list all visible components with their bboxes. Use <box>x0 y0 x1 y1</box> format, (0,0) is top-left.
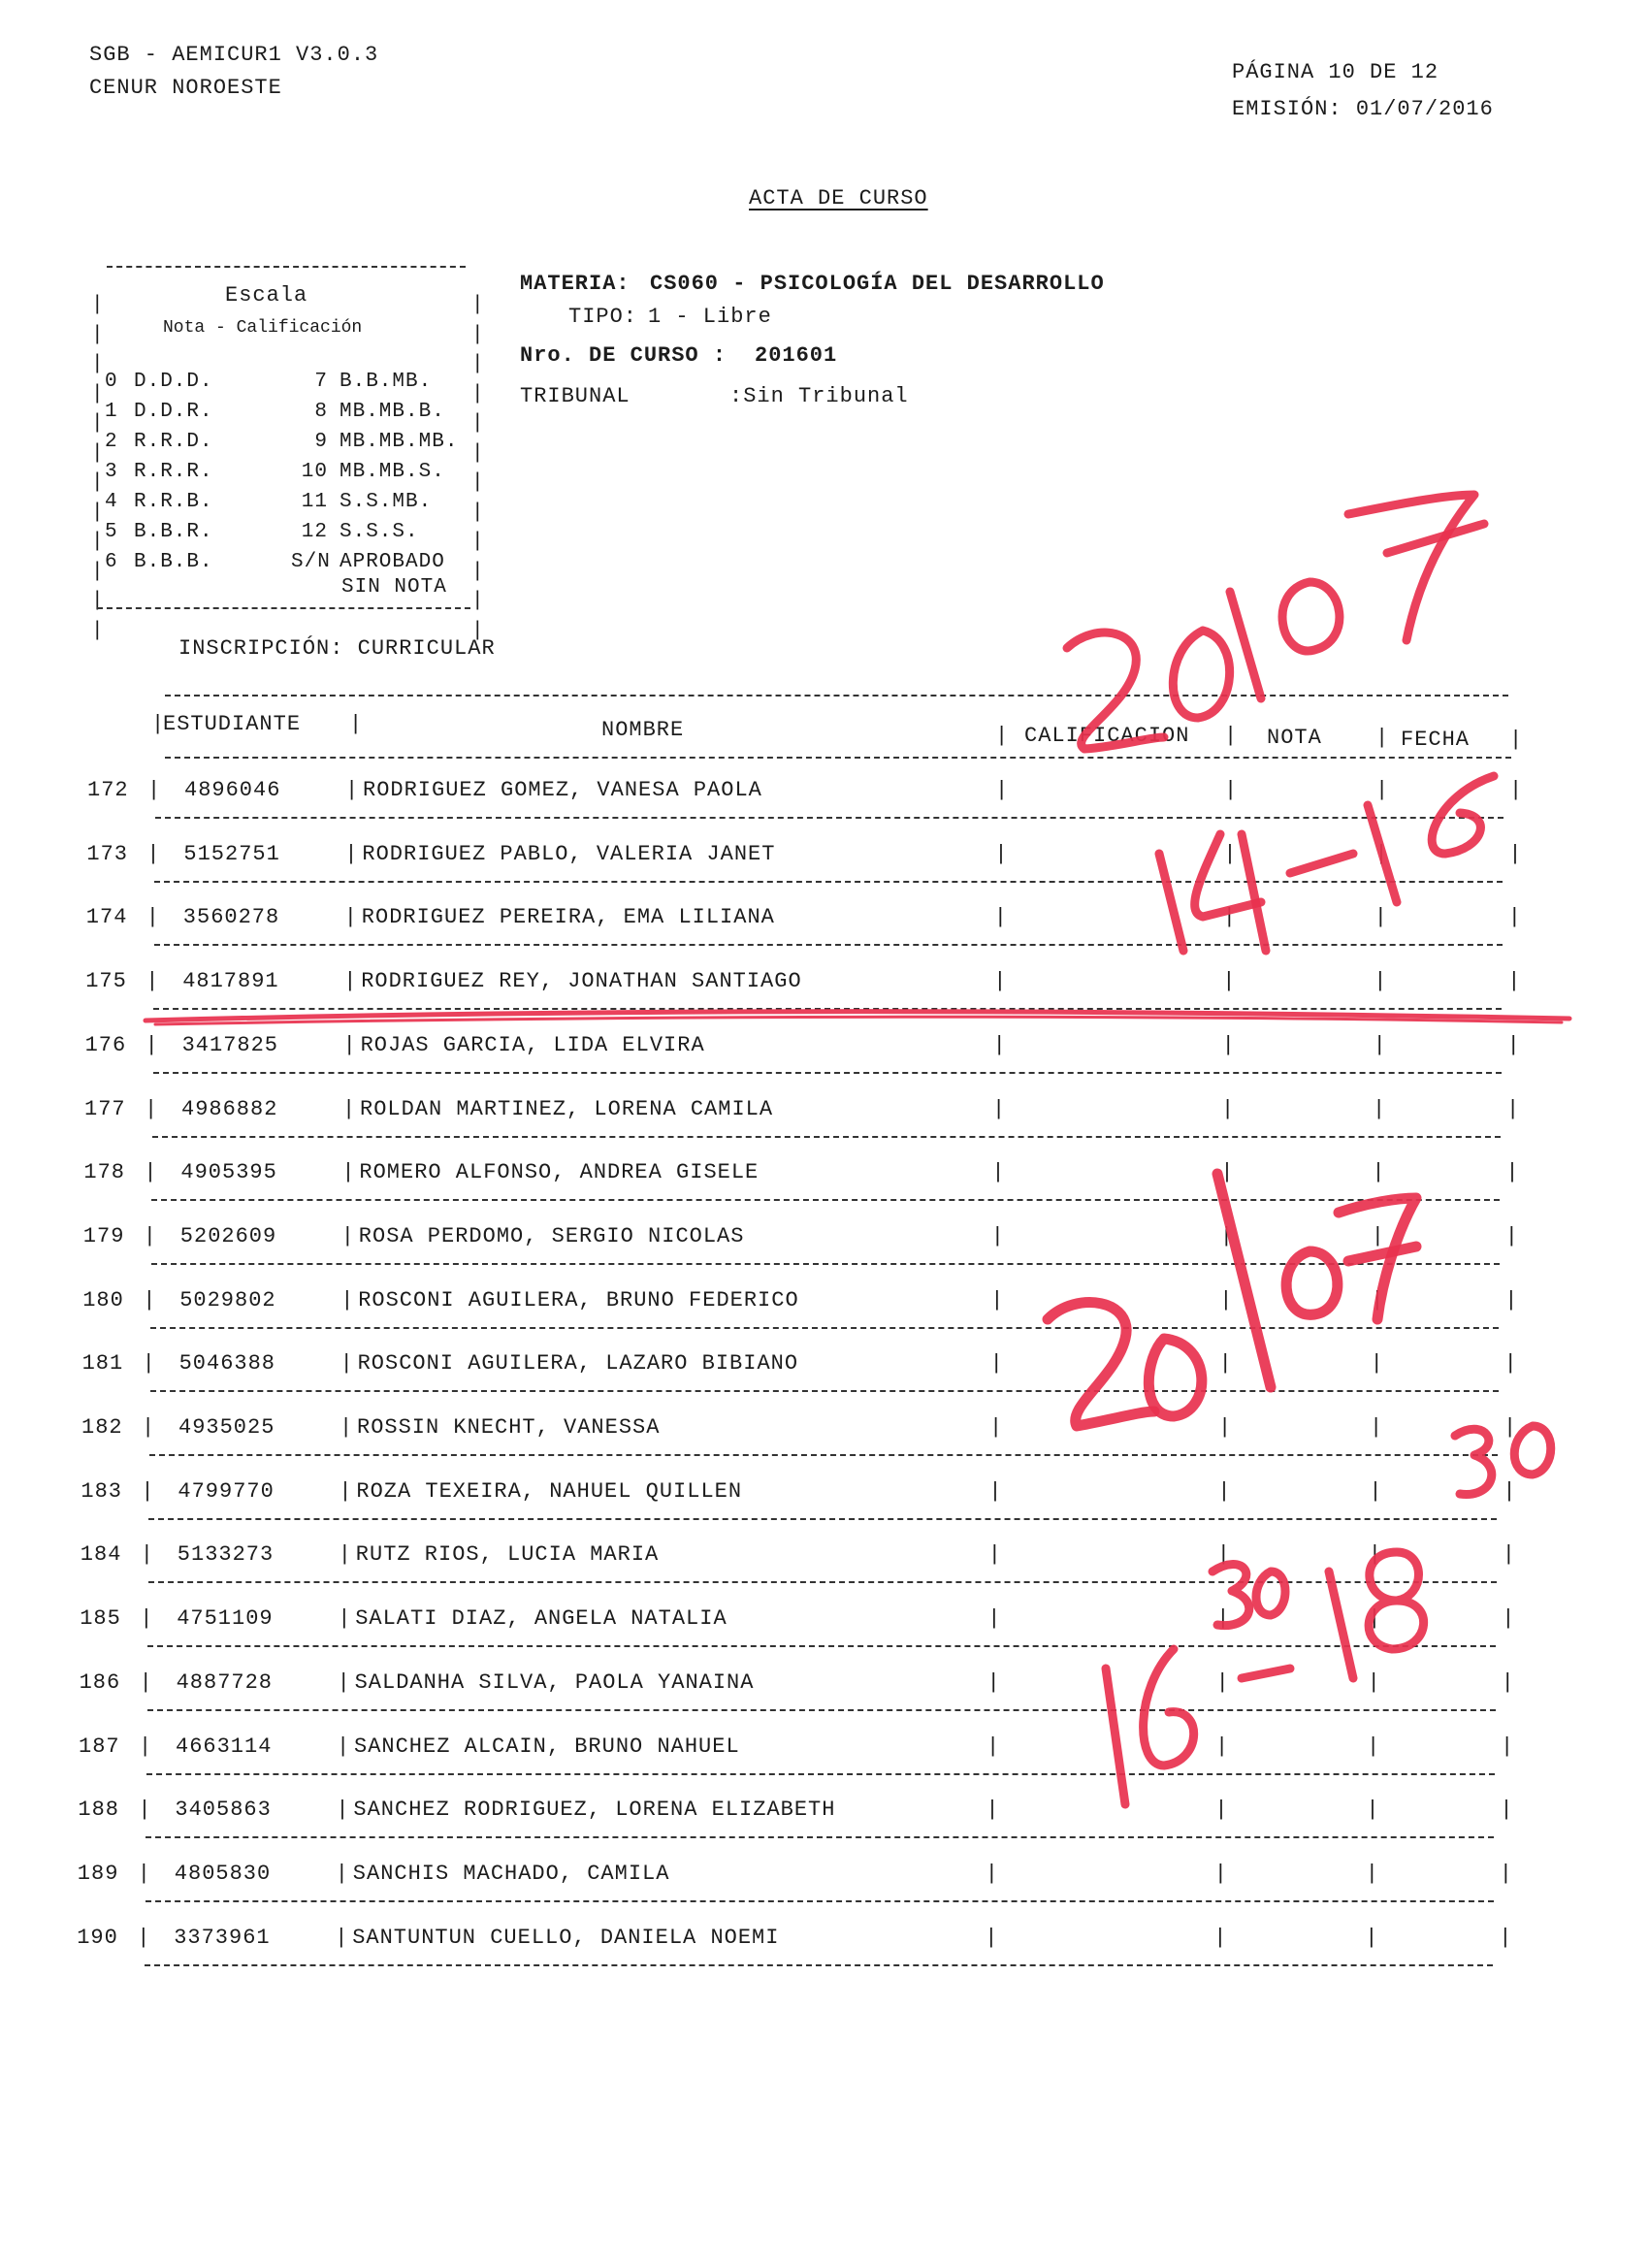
row-number: 175 <box>85 969 127 994</box>
ink-date-top <box>1067 495 1484 749</box>
student-name: ROSCONI AGUILERA, LAZARO BIBIANO <box>357 1351 799 1377</box>
scale-entry-code: D.D.D. <box>134 371 213 393</box>
student-name: ROJAS GARCIA, LIDA ELVIRA <box>360 1032 705 1057</box>
row-number: 183 <box>81 1478 122 1504</box>
center-name: CENUR NOROESTE <box>89 76 282 100</box>
student-id: 3373961 <box>174 1925 271 1950</box>
tipo-label: TIPO: <box>568 305 638 329</box>
student-name: ROMERO ALFONSO, ANDREA GISELE <box>359 1160 760 1185</box>
row-number: 184 <box>80 1542 122 1568</box>
student-id: 4986882 <box>181 1096 278 1121</box>
table-row: 190 | 3373961 | SANTUNTUN CUELLO, DANIELA NOEMI | | | | <box>0 1926 1649 1990</box>
scale-entry-right: 10 <box>301 461 328 483</box>
student-name: RODRIGUEZ PEREIRA, EMA LILIANA <box>361 905 775 930</box>
scale-entry-code2: MB.MB.MB. <box>340 431 459 453</box>
student-name: ROSA PERDOMO, SERGIO NICOLAS <box>358 1223 745 1248</box>
scale-entry-right: 8 <box>314 401 328 423</box>
table-row: 180 | 5029802 | ROSCONI AGUILERA, BRUNO FEDERICO | | | | <box>0 1288 1649 1352</box>
scale-entry-code2: S.S.MB. <box>340 491 433 513</box>
curso-label: Nro. DE CURSO : <box>520 343 728 368</box>
row-number: 180 <box>82 1287 124 1312</box>
table-row: 183 | 4799770 | ROZA TEXEIRA, NAHUEL QUILLEN | | | | <box>0 1479 1649 1543</box>
table-row: 182 | 4935025 | ROSSIN KNECHT, VANESSA | | | | <box>0 1415 1649 1479</box>
student-id: 3560278 <box>182 905 280 930</box>
student-id: 5029802 <box>179 1287 276 1312</box>
scale-entry-code2: APROBADO <box>340 551 445 573</box>
student-id: 4905395 <box>180 1160 277 1185</box>
scale-entry-left: 1 <box>105 401 118 423</box>
table-row: 172 | 4896046 | RODRIGUEZ GOMEZ, VANESA PAOLA | | | | <box>0 778 1649 842</box>
student-name: RUTZ RIOS, LUCIA MARIA <box>355 1542 660 1568</box>
student-id: 5152751 <box>183 841 280 866</box>
student-id: 4896046 <box>184 778 281 802</box>
table-row: 188 | 3405863 | SANCHEZ RODRIGUEZ, LORENA ELIZABETH | | | | <box>0 1798 1649 1862</box>
col-nota: NOTA <box>1267 726 1322 750</box>
row-number: 179 <box>82 1223 125 1248</box>
tribunal-value: :Sin Tribunal <box>729 384 909 408</box>
student-name: SANCHEZ ALCAIN, BRUNO NAHUEL <box>354 1733 740 1759</box>
scale-entry-code2: MB.MB.B. <box>340 401 445 423</box>
table-row: 185 | 4751109 | SALATI DIAZ, ANGELA NATALIA | | | | <box>0 1606 1649 1670</box>
student-name: SANCHEZ RODRIGUEZ, LORENA ELIZABETH <box>353 1798 836 1823</box>
student-name: SANCHIS MACHADO, CAMILA <box>352 1861 670 1886</box>
student-id: 4935025 <box>178 1415 275 1440</box>
scale-entry-code: B.B.B. <box>134 551 213 573</box>
row-number: 190 <box>77 1925 118 1950</box>
col-fecha: FECHA <box>1401 728 1471 752</box>
scale-entry-code2: B.B.MB. <box>340 371 433 393</box>
student-name: ROLDAN MARTINEZ, LORENA CAMILA <box>360 1096 774 1121</box>
table-row: 174 | 3560278 | RODRIGUEZ PEREIRA, EMA LILIANA | | | | <box>0 905 1649 969</box>
row-number: 174 <box>85 905 128 930</box>
student-name: ROSCONI AGUILERA, BRUNO FEDERICO <box>358 1287 799 1312</box>
scale-entry-right: 9 <box>314 431 328 453</box>
row-number: 187 <box>79 1733 120 1759</box>
col-nombre: NOMBRE <box>601 718 685 742</box>
col-calificacion: CALIFICACION <box>1024 724 1190 748</box>
table-row: 189 | 4805830 | SANCHIS MACHADO, CAMILA | | | | <box>0 1862 1649 1926</box>
student-id: 4799770 <box>178 1478 275 1504</box>
scale-entry-left: 5 <box>105 521 118 543</box>
scale-entry-code: D.D.R. <box>134 401 213 423</box>
student-name: RODRIGUEZ PABLO, VALERIA JANET <box>362 841 776 866</box>
student-name: ROSSIN KNECHT, VANESSA <box>357 1415 661 1440</box>
student-id: 5202609 <box>179 1223 277 1248</box>
scale-entry-left: 2 <box>105 431 118 453</box>
table-row: 184 | 5133273 | RUTZ RIOS, LUCIA MARIA | | | | <box>0 1542 1649 1606</box>
student-id: 3405863 <box>175 1798 272 1823</box>
student-name: ROZA TEXEIRA, NAHUEL QUILLEN <box>356 1478 743 1504</box>
scale-entry-right: 12 <box>301 521 328 543</box>
table-row: 177 | 4986882 | ROLDAN MARTINEZ, LORENA CAMILA | | | | <box>0 1097 1649 1161</box>
scale-subtitle: Nota - Calificación <box>163 318 363 338</box>
row-number: 189 <box>77 1861 119 1886</box>
table-row: 176 | 3417825 | ROJAS GARCIA, LIDA ELVIRA | | | | <box>0 1033 1649 1097</box>
system-id: SGB - AEMICUR1 V3.0.3 <box>89 43 379 67</box>
table-row: 178 | 4905395 | ROMERO ALFONSO, ANDREA GISELE | | | | <box>0 1160 1649 1224</box>
scale-entry-right: S/N <box>291 551 331 573</box>
scale-entry-right: 11 <box>301 491 328 513</box>
student-id: 5133273 <box>177 1542 275 1568</box>
scale-entry-code2: S.S.S. <box>340 521 419 543</box>
scale-entry-left: 6 <box>105 551 118 573</box>
student-id: 4805830 <box>174 1861 272 1886</box>
row-number: 172 <box>87 778 129 802</box>
student-name: SALATI DIAZ, ANGELA NATALIA <box>355 1606 728 1632</box>
curso-value: 201601 <box>755 343 838 368</box>
student-name: SANTUNTUN CUELLO, DANIELA NOEMI <box>352 1925 780 1950</box>
table-row: 187 | 4663114 | SANCHEZ ALCAIN, BRUNO NAHUEL | | | | <box>0 1734 1649 1798</box>
page-title: ACTA DE CURSO <box>749 186 928 211</box>
row-number: 177 <box>84 1096 126 1121</box>
student-id: 4663114 <box>176 1733 273 1759</box>
row-number: 176 <box>84 1032 127 1057</box>
student-id: 4817891 <box>182 969 279 994</box>
student-id: 4887728 <box>176 1669 274 1695</box>
table-row: 186 | 4887728 | SALDANHA SILVA, PAOLA YANAINA | | | | <box>0 1670 1649 1734</box>
table-row: 173 | 5152751 | RODRIGUEZ PABLO, VALERIA JANET | | | | <box>0 842 1649 906</box>
scale-entry-left: 0 <box>105 371 118 393</box>
row-number: 182 <box>81 1415 123 1440</box>
scale-entry-code: B.B.R. <box>134 521 213 543</box>
student-name: RODRIGUEZ REY, JONATHAN SANTIAGO <box>361 969 802 994</box>
col-estudiante: ESTUDIANTE <box>163 712 302 736</box>
student-name: SALDANHA SILVA, PAOLA YANAINA <box>354 1669 755 1695</box>
row-number: 186 <box>79 1669 121 1695</box>
tribunal-label: TRIBUNAL <box>520 384 630 408</box>
tipo-value: 1 - Libre <box>648 305 772 329</box>
row-number: 178 <box>83 1160 125 1185</box>
table-row: 181 | 5046388 | ROSCONI AGUILERA, LAZARO BIBIANO | | | | <box>0 1351 1649 1415</box>
student-id: 5046388 <box>178 1351 276 1377</box>
scale-entry-left: 3 <box>105 461 118 483</box>
emission-date: EMISIÓN: 01/07/2016 <box>1232 97 1494 121</box>
row-number: 188 <box>78 1798 119 1823</box>
scale-title: Escala <box>225 283 308 308</box>
scale-entry-left: 4 <box>105 491 118 513</box>
student-id: 4751109 <box>177 1606 274 1632</box>
table-row: 179 | 5202609 | ROSA PERDOMO, SERGIO NICOLAS | | | | <box>0 1224 1649 1288</box>
student-id: 3417825 <box>181 1032 279 1057</box>
row-number: 173 <box>86 841 128 866</box>
materia-label: MATERIA: <box>520 272 630 296</box>
scale-entry-code: R.R.B. <box>134 491 213 513</box>
scale-entry-code: R.R.D. <box>134 431 213 453</box>
row-number: 185 <box>80 1606 121 1632</box>
scale-sin-nota: SIN NOTA <box>341 576 447 599</box>
scale-entry-code2: MB.MB.S. <box>340 461 445 483</box>
materia-value: CS060 - PSICOLOGÍA DEL DESARROLLO <box>650 272 1105 296</box>
scale-entry-code: R.R.R. <box>134 461 213 483</box>
inscripcion-type: INSCRIPCIÓN: CURRICULAR <box>178 636 496 661</box>
row-number: 181 <box>81 1351 124 1377</box>
scale-entry-right: 7 <box>314 371 328 393</box>
table-row: 175 | 4817891 | RODRIGUEZ REY, JONATHAN SANTIAGO | | | | <box>0 969 1649 1033</box>
page-number: PÁGINA 10 DE 12 <box>1232 60 1439 84</box>
student-name: RODRIGUEZ GOMEZ, VANESA PAOLA <box>363 778 762 802</box>
